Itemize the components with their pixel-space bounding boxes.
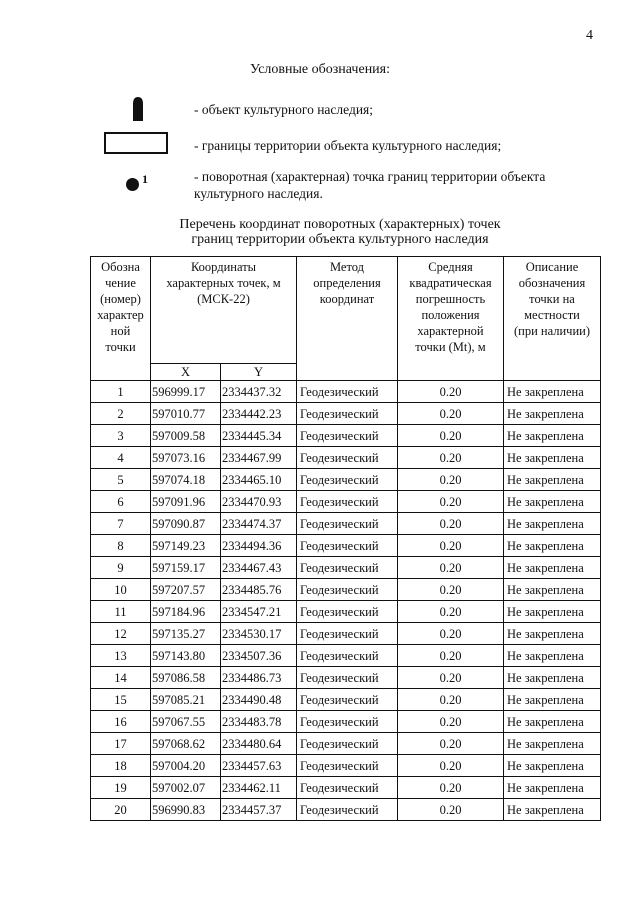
cultural-heritage-object-icon <box>130 97 146 121</box>
table-title <box>0 217 640 247</box>
description-cell: Не закреплена <box>504 733 601 755</box>
table-row <box>91 733 601 755</box>
x-coordinate-cell: 597090.87 <box>151 513 221 535</box>
table-row <box>91 645 601 667</box>
y-coordinate-cell: 2334483.78 <box>221 711 297 733</box>
description-cell: Не закреплена <box>504 755 601 777</box>
method-cell: Геодезический <box>297 513 398 535</box>
table-row <box>91 469 601 491</box>
description-cell: Не закреплена <box>504 403 601 425</box>
x-coordinate-cell: 597184.96 <box>151 601 221 623</box>
y-coordinate-cell: 2334467.43 <box>221 557 297 579</box>
table-row <box>91 689 601 711</box>
x-coordinate-cell: 597091.96 <box>151 491 221 513</box>
point-number-cell: 7 <box>91 513 151 535</box>
x-coordinate-cell: 597067.55 <box>151 711 221 733</box>
table-row <box>91 381 601 403</box>
table-row <box>91 535 601 557</box>
description-cell: Не закреплена <box>504 381 601 403</box>
col-header-error: Средняя квадратическая погрешность положения характерной точки (Mt), м <box>398 257 504 381</box>
point-number-cell: 10 <box>91 579 151 601</box>
y-coordinate-cell: 2334490.48 <box>221 689 297 711</box>
point-number-cell: 5 <box>91 469 151 491</box>
error-cell: 0.20 <box>398 403 504 425</box>
table-row <box>91 623 601 645</box>
coordinates-table <box>90 256 601 821</box>
error-cell: 0.20 <box>398 777 504 799</box>
description-cell: Не закреплена <box>504 513 601 535</box>
description-cell: Не закреплена <box>504 645 601 667</box>
turning-point-number: 1 <box>142 172 148 186</box>
y-coordinate-cell: 2334465.10 <box>221 469 297 491</box>
error-cell: 0.20 <box>398 579 504 601</box>
x-coordinate-cell: 597207.57 <box>151 579 221 601</box>
x-coordinate-cell: 597074.18 <box>151 469 221 491</box>
method-cell: Геодезический <box>297 755 398 777</box>
y-coordinate-cell: 2334507.36 <box>221 645 297 667</box>
x-coordinate-cell: 597073.16 <box>151 447 221 469</box>
x-coordinate-cell: 597085.21 <box>151 689 221 711</box>
table-row <box>91 711 601 733</box>
table-row <box>91 425 601 447</box>
description-cell: Не закреплена <box>504 579 601 601</box>
y-coordinate-cell: 2334457.63 <box>221 755 297 777</box>
error-cell: 0.20 <box>398 799 504 821</box>
y-coordinate-cell: 2334547.21 <box>221 601 297 623</box>
method-cell: Геодезический <box>297 711 398 733</box>
method-cell: Геодезический <box>297 799 398 821</box>
error-cell: 0.20 <box>398 469 504 491</box>
y-coordinate-cell: 2334480.64 <box>221 733 297 755</box>
col-header-x: X <box>151 364 221 381</box>
point-number-cell: 20 <box>91 799 151 821</box>
error-cell: 0.20 <box>398 711 504 733</box>
description-cell: Не закреплена <box>504 491 601 513</box>
x-coordinate-cell: 597002.07 <box>151 777 221 799</box>
x-coordinate-cell: 596990.83 <box>151 799 221 821</box>
point-number-cell: 12 <box>91 623 151 645</box>
point-number-cell: 19 <box>91 777 151 799</box>
y-coordinate-cell: 2334445.34 <box>221 425 297 447</box>
territory-border-icon <box>104 132 168 154</box>
method-cell: Геодезический <box>297 425 398 447</box>
legend-point-label-line1: - поворотная (характерная) точка границ территории объекта <box>194 169 546 184</box>
y-coordinate-cell: 2334530.17 <box>221 623 297 645</box>
y-coordinate-cell: 2334485.76 <box>221 579 297 601</box>
y-coordinate-cell: 2334442.23 <box>221 403 297 425</box>
table-row <box>91 777 601 799</box>
point-number-cell: 3 <box>91 425 151 447</box>
error-cell: 0.20 <box>398 645 504 667</box>
turning-point-icon <box>126 178 139 191</box>
table-row <box>91 601 601 623</box>
method-cell: Геодезический <box>297 381 398 403</box>
x-coordinate-cell: 596999.17 <box>151 381 221 403</box>
method-cell: Геодезический <box>297 601 398 623</box>
description-cell: Не закреплена <box>504 425 601 447</box>
legend-point-label-line2: культурного наследия. <box>194 186 323 201</box>
col-header-coordinates: Координаты характерных точек, м (МСК-22) <box>151 257 297 364</box>
point-number-cell: 13 <box>91 645 151 667</box>
error-cell: 0.20 <box>398 491 504 513</box>
legend-object-label: - объект культурного наследия; <box>194 102 374 117</box>
table-row <box>91 579 601 601</box>
method-cell: Геодезический <box>297 623 398 645</box>
table-row <box>91 667 601 689</box>
method-cell: Геодезический <box>297 667 398 689</box>
point-number-cell: 16 <box>91 711 151 733</box>
description-cell: Не закреплена <box>504 711 601 733</box>
error-cell: 0.20 <box>398 425 504 447</box>
y-coordinate-cell: 2334462.11 <box>221 777 297 799</box>
table-title-line2: границ территории объекта культурного наследия <box>191 232 489 247</box>
method-cell: Геодезический <box>297 491 398 513</box>
error-cell: 0.20 <box>398 601 504 623</box>
point-number-cell: 11 <box>91 601 151 623</box>
error-cell: 0.20 <box>398 667 504 689</box>
method-cell: Геодезический <box>297 557 398 579</box>
table-row <box>91 755 601 777</box>
table-row <box>91 403 601 425</box>
point-number-cell: 17 <box>91 733 151 755</box>
method-cell: Геодезический <box>297 777 398 799</box>
x-coordinate-cell: 597004.20 <box>151 755 221 777</box>
y-coordinate-cell: 2334494.36 <box>221 535 297 557</box>
description-cell: Не закреплена <box>504 667 601 689</box>
error-cell: 0.20 <box>398 557 504 579</box>
point-number-cell: 9 <box>91 557 151 579</box>
x-coordinate-cell: 597009.58 <box>151 425 221 447</box>
error-cell: 0.20 <box>398 447 504 469</box>
col-header-y: Y <box>221 364 297 381</box>
method-cell: Геодезический <box>297 535 398 557</box>
x-coordinate-cell: 597159.17 <box>151 557 221 579</box>
method-cell: Геодезический <box>297 579 398 601</box>
description-cell: Не закреплена <box>504 557 601 579</box>
y-coordinate-cell: 2334437.32 <box>221 381 297 403</box>
y-coordinate-cell: 2334474.37 <box>221 513 297 535</box>
page-number: 4 <box>586 28 593 43</box>
point-number-cell: 8 <box>91 535 151 557</box>
description-cell: Не закреплена <box>504 601 601 623</box>
method-cell: Геодезический <box>297 645 398 667</box>
x-coordinate-cell: 597135.27 <box>151 623 221 645</box>
y-coordinate-cell: 2334467.99 <box>221 447 297 469</box>
y-coordinate-cell: 2334470.93 <box>221 491 297 513</box>
method-cell: Геодезический <box>297 403 398 425</box>
col-header-method: Метод определения координат <box>297 257 398 381</box>
table-row <box>91 447 601 469</box>
table-row <box>91 557 601 579</box>
description-cell: Не закреплена <box>504 689 601 711</box>
error-cell: 0.20 <box>398 623 504 645</box>
method-cell: Геодезический <box>297 689 398 711</box>
table-row <box>91 799 601 821</box>
point-number-cell: 1 <box>91 381 151 403</box>
point-number-cell: 14 <box>91 667 151 689</box>
table-row <box>91 513 601 535</box>
description-cell: Не закреплена <box>504 469 601 491</box>
method-cell: Геодезический <box>297 733 398 755</box>
description-cell: Не закреплена <box>504 777 601 799</box>
x-coordinate-cell: 597143.80 <box>151 645 221 667</box>
error-cell: 0.20 <box>398 535 504 557</box>
error-cell: 0.20 <box>398 733 504 755</box>
y-coordinate-cell: 2334457.37 <box>221 799 297 821</box>
x-coordinate-cell: 597068.62 <box>151 733 221 755</box>
legend-border-label: - границы территории объекта культурного наследия; <box>194 138 502 153</box>
point-number-cell: 4 <box>91 447 151 469</box>
error-cell: 0.20 <box>398 689 504 711</box>
col-header-description: Описание обозначения точки на местности (при наличии) <box>504 257 601 381</box>
description-cell: Не закреплена <box>504 799 601 821</box>
point-number-cell: 15 <box>91 689 151 711</box>
point-number-cell: 2 <box>91 403 151 425</box>
error-cell: 0.20 <box>398 755 504 777</box>
x-coordinate-cell: 597010.77 <box>151 403 221 425</box>
error-cell: 0.20 <box>398 381 504 403</box>
method-cell: Геодезический <box>297 469 398 491</box>
description-cell: Не закреплена <box>504 535 601 557</box>
error-cell: 0.20 <box>398 513 504 535</box>
table-row <box>91 491 601 513</box>
method-cell: Геодезический <box>297 447 398 469</box>
legend-point-label <box>194 168 545 202</box>
point-number-cell: 18 <box>91 755 151 777</box>
legend-title: Условные обозначения: <box>249 62 391 77</box>
col-header-number: Обозна чение (номер) характер ной точки <box>91 257 151 381</box>
table-title-line1: Перечень координат поворотных (характерных) точек <box>179 217 501 232</box>
point-number-cell: 6 <box>91 491 151 513</box>
y-coordinate-cell: 2334486.73 <box>221 667 297 689</box>
x-coordinate-cell: 597149.23 <box>151 535 221 557</box>
description-cell: Не закреплена <box>504 623 601 645</box>
description-cell: Не закреплена <box>504 447 601 469</box>
x-coordinate-cell: 597086.58 <box>151 667 221 689</box>
